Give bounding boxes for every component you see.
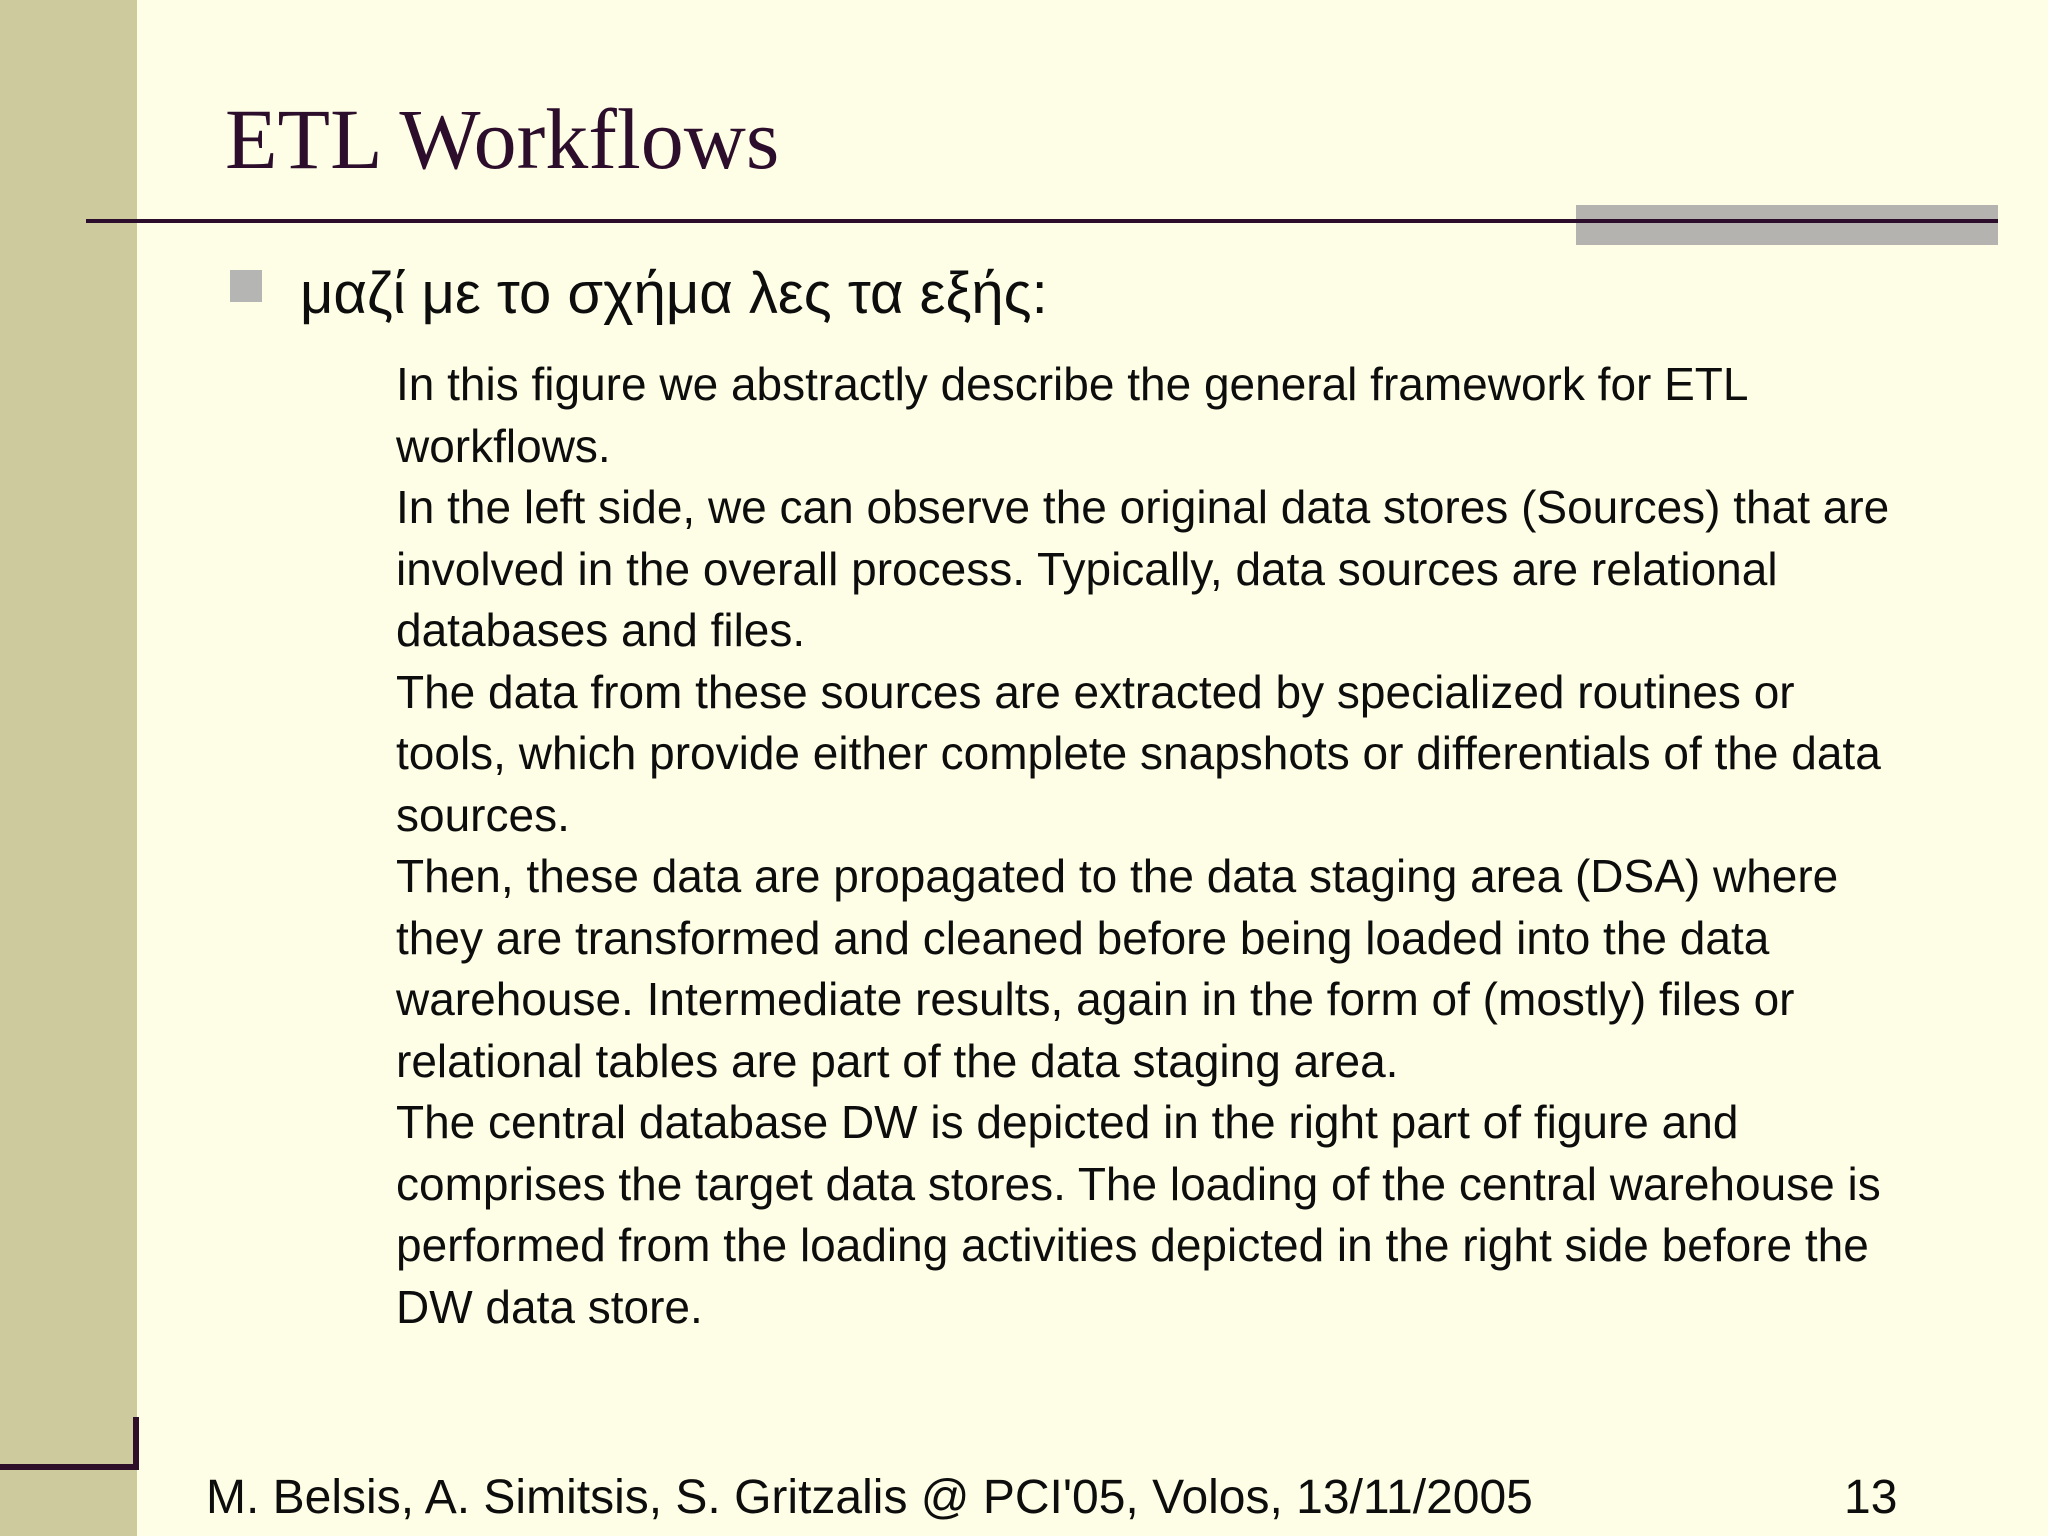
body-paragraph: The data from these sources are extracted by specialized routines or tools, which provide either complete snapshots or differentials of the data sources.	[396, 665, 1881, 841]
body-paragraph: In this figure we abstractly describe the general framework for ETL workflows.	[396, 358, 1747, 472]
body-paragraph: The central database DW is depicted in the right part of figure and comprises the target data stores. The loading of the central warehouse is performed from the loading activities depicted in the right side before the DW data store.	[396, 1096, 1881, 1333]
footer-authors: M. Belsis, A. Simitsis, S. Gritzalis @ PCI'05, Volos, 13/11/2005	[206, 1471, 1533, 1524]
title-rule-accent-line	[1576, 219, 1998, 223]
corner-bracket-decoration	[0, 1417, 139, 1470]
body-paragraph: Then, these data are propagated to the data staging area (DSA) where they are transformed and cleaned before being loaded into the data warehouse. Intermediate results, again in the form of (mostly) files or relational tables are part of the data staging area.	[396, 850, 1839, 1087]
left-decorative-band	[0, 0, 137, 1536]
body-text-block	[396, 354, 1916, 1338]
body-paragraph: In the left side, we can observe the original data stores (Sources) that are involved in the overall process. Typically, data sources are relational databases and files.	[396, 481, 1890, 656]
page-number: 13	[1844, 1471, 1898, 1524]
title-rule-accent	[1576, 205, 1998, 245]
slide-title: ETL Workflows	[225, 91, 780, 187]
bullet-square-icon	[230, 270, 262, 302]
bullet-text: μαζί με το σχήμα λες τα εξής:	[300, 261, 1048, 326]
